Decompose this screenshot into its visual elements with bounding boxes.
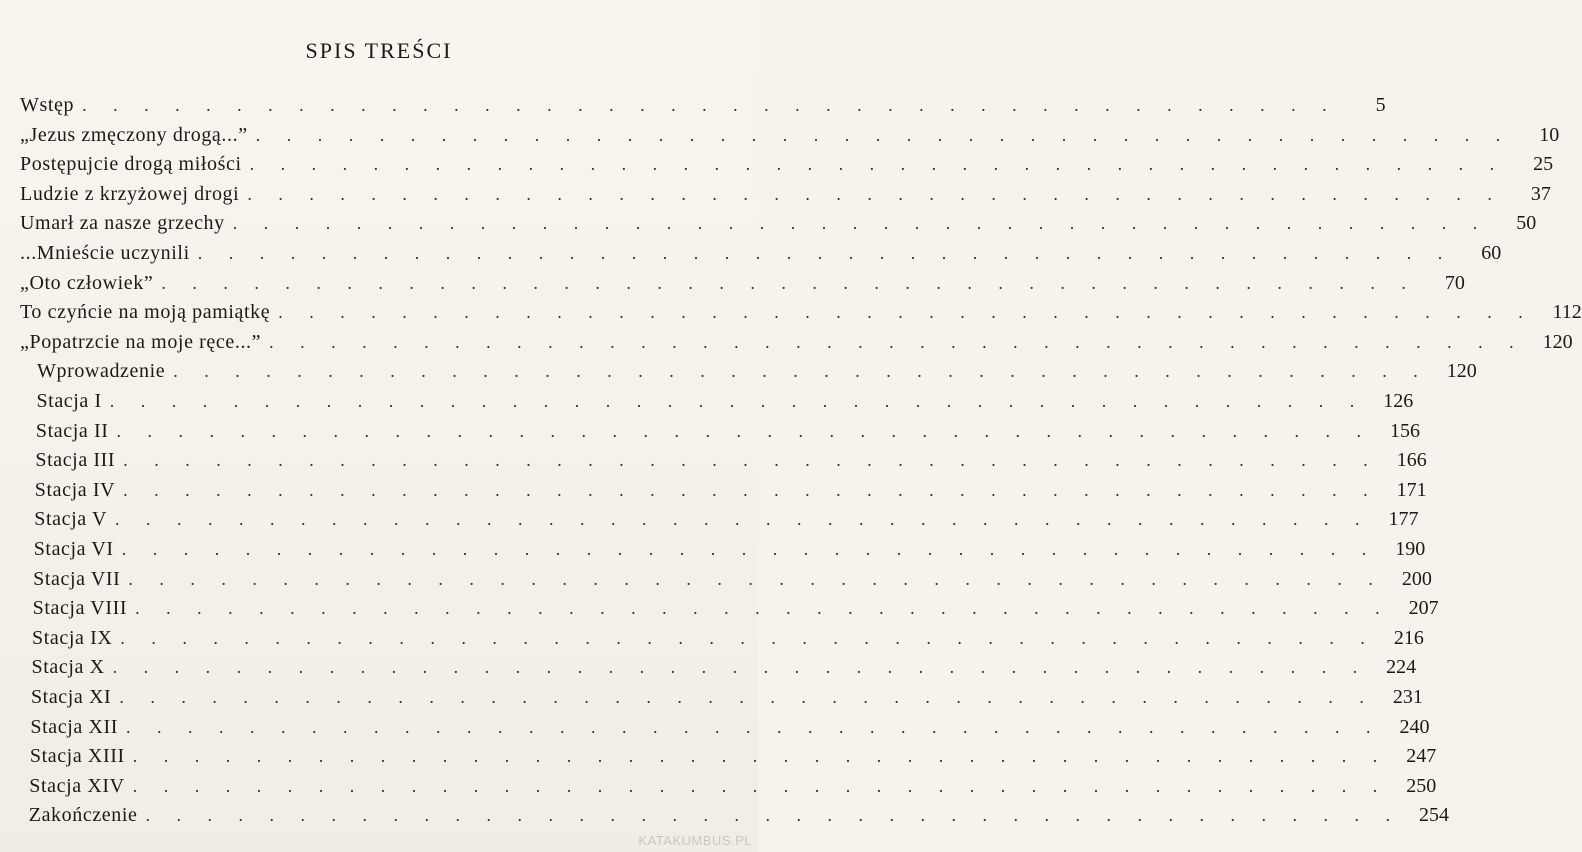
toc-entry <box>32 619 1424 649</box>
toc-entry-label: ...Mnieście uczynili <box>20 242 190 264</box>
toc-page-number: 25 <box>1533 153 1554 176</box>
toc-page-number: 231 <box>1392 686 1423 708</box>
toc-entry <box>33 530 1426 560</box>
toc-entry-label: Stacja VII <box>33 567 121 590</box>
toc-entry <box>31 648 1417 679</box>
toc-entry-label: Stacja X <box>31 656 105 679</box>
toc-entry-label: Wstęp <box>20 94 75 116</box>
toc-entry-label: Wprowadzenie <box>37 360 166 383</box>
toc-page-number: 120 <box>1542 330 1573 353</box>
toc-leader-dots: . . . . . . . . . . . . . . . . . . . . . . . . . . . . . . . . . . . . . . . . . <box>123 450 1379 471</box>
toc-leader-dots: . . . . . . . . . . . . . . . . . . . . . . . . . . . . . . . . . . . . . . . . . <box>278 302 1534 323</box>
toc-page-number: 247 <box>1406 745 1437 768</box>
toc-page-number: 166 <box>1396 449 1427 472</box>
toc-leader-dots: . . . . . . . . . . . . . . . . . . . . . . . . . . . . . . . . . . . . . . . . . <box>82 95 1338 115</box>
toc-leader-dots: . . . . . . . . . . . . . . . . . . . . . . . . . . . . . . . . . . . . . . . . . <box>247 183 1503 204</box>
watermark: KATAKUMBUS.PL <box>638 833 752 848</box>
toc-page-number: 60 <box>1481 242 1502 264</box>
toc-leader-dots: . . . . . . . . . . . . . . . . . . . . . . . . . . . . . . . . . . . . . . . . . <box>269 331 1525 352</box>
toc-entry-label: „Popatrzcie na moje ręce...” <box>20 330 262 353</box>
toc-page-number: 216 <box>1393 626 1424 649</box>
toc-entry-label: Stacja I <box>36 390 102 412</box>
toc-leader-dots: . . . . . . . . . . . . . . . . . . . . . . . . . . . . . . . . . . . . . . . . . <box>249 154 1506 175</box>
toc-page-number: 70 <box>1444 271 1465 294</box>
toc-entry <box>20 145 1554 176</box>
toc-entry <box>20 264 1465 294</box>
toc-entry <box>34 471 1427 501</box>
toc-leader-dots: . . . . . . . . . . . . . . . . . . . . . . . . . . . . . . . . . . . . . . . . . <box>135 598 1391 619</box>
toc-entry-label: Stacja XI <box>30 686 112 708</box>
toc-leader-dots: . . . . . . . . . . . . . . . . . . . . . . . . . . . . . . . . . . . . . . . . . <box>120 627 1376 648</box>
toc-leader-dots: . . . . . . . . . . . . . . . . . . . . . . . . . . . . . . . . . . . . . . . . . <box>123 479 1379 500</box>
toc-page-number: 254 <box>1419 804 1450 827</box>
toc-leader-dots: . . . . . . . . . . . . . . . . . . . . . . . . . . . . . . . . . . . . . . . . . <box>116 420 1372 441</box>
toc-page-number: 5 <box>1375 94 1386 116</box>
toc-entry <box>35 412 1420 442</box>
toc-leader-dots: . . . . . . . . . . . . . . . . . . . . . . . . . . . . . . . . . . . . . . . . . <box>132 775 1389 796</box>
toc-page-number: 250 <box>1406 774 1437 797</box>
toc-leader-dots: . . . . . . . . . . . . . . . . . . . . . . . . . . . . . . . . . . . . . . . . . <box>255 124 1512 145</box>
toc-entry-label: Stacja VI <box>33 538 114 560</box>
toc-page-number: 207 <box>1408 597 1439 620</box>
toc-entry <box>20 116 1560 146</box>
toc-leader-dots: . . . . . . . . . . . . . . . . . . . . . . . . . . . . . . . . . . . . . . . . . <box>112 657 1369 678</box>
toc-page-number: 200 <box>1401 567 1432 590</box>
page-title: SPIS TREŚCI <box>305 38 453 63</box>
toc-entry <box>20 293 1582 324</box>
toc-page-number: 177 <box>1388 508 1419 531</box>
toc-entry-label: To czyńcie na moją pamiątkę <box>20 301 271 324</box>
toc-leader-dots: . . . . . . . . . . . . . . . . . . . . . . . . . . . . . . . . . . . . . . . . . <box>109 391 1366 411</box>
toc-entry <box>20 204 1537 235</box>
toc-entry <box>37 352 1477 383</box>
toc-entry-label: Stacja XIV <box>29 774 125 797</box>
toc-entry-label: Stacja VIII <box>32 597 128 620</box>
toc-page-number: 37 <box>1530 182 1551 205</box>
toc-entry-label: Stacja XIII <box>29 745 125 768</box>
toc-page-number: 171 <box>1396 478 1427 501</box>
toc-leader-dots: . . . . . . . . . . . . . . . . . . . . . . . . . . . . . . . . . . . . . . . . . <box>145 805 1402 826</box>
toc-entry <box>30 708 1430 738</box>
toc-entry-label: Umarł za nasze grzechy <box>20 212 225 235</box>
toc-entry-label: Stacja III <box>35 449 116 472</box>
toc-leader-dots: . . . . . . . . . . . . . . . . . . . . . . . . . . . . . . . . . . . . . . . . . <box>132 746 1389 767</box>
toc-entry <box>30 678 1423 708</box>
toc-entry-label: Postępujcie drogą miłości <box>20 153 242 176</box>
toc-page-number: 190 <box>1395 538 1426 560</box>
toc-leader-dots: . . . . . . . . . . . . . . . . . . . . . . . . . . . . . . . . . . . . . . . . . <box>161 272 1417 293</box>
toc-entry-label: Stacja IX <box>32 626 113 649</box>
toc-leader-dots: . . . . . . . . . . . . . . . . . . . . . . . . . . . . . . . . . . . . . . . . . <box>232 213 1489 234</box>
toc-entry-label: Zakończenie <box>28 804 138 827</box>
toc-entry-label: Stacja XII <box>30 715 119 738</box>
toc-entry-label: „Oto człowiek” <box>20 271 154 294</box>
toc-page-number: 126 <box>1383 390 1414 412</box>
toc-entry <box>33 560 1432 590</box>
toc-entry <box>20 175 1551 205</box>
toc-entry <box>32 589 1439 620</box>
toc-entry-label: Ludzie z krzyżowej drogi <box>20 182 240 205</box>
toc-entry <box>20 86 1386 116</box>
toc-leader-dots: . . . . . . . . . . . . . . . . . . . . . . . . . . . . . . . . . . . . . . . . . <box>121 539 1378 559</box>
toc-page-number: 120 <box>1446 360 1477 383</box>
toc-entry <box>36 382 1414 412</box>
toc-entry-label: Stacja IV <box>34 478 116 501</box>
toc-page-number: 112 <box>1552 301 1582 324</box>
toc-page-number: 224 <box>1386 656 1417 679</box>
toc-entry-label: Stacja V <box>34 508 107 531</box>
toc-leader-dots: . . . . . . . . . . . . . . . . . . . . . . . . . . . . . . . . . . . . . . . . . <box>115 509 1371 530</box>
toc-entry-label: „Jezus zmęczony drogą...” <box>20 123 248 146</box>
toc-page-number: 156 <box>1389 419 1420 442</box>
toc-entry <box>35 441 1427 472</box>
toc-leader-dots: . . . . . . . . . . . . . . . . . . . . . . . . . . . . . . . . . . . . . . . . . <box>126 716 1382 737</box>
toc-entry <box>28 796 1450 827</box>
toc-leader-dots: . . . . . . . . . . . . . . . . . . . . . . . . . . . . . . . . . . . . . . . . . <box>128 568 1384 589</box>
toc-entry-label: Stacja II <box>35 419 109 442</box>
toc-entry <box>29 767 1437 797</box>
toc-entry <box>20 323 1573 353</box>
toc-page-number: 10 <box>1539 123 1560 146</box>
toc-entry <box>29 737 1437 768</box>
toc-entry <box>34 500 1419 531</box>
toc-leader-dots: . . . . . . . . . . . . . . . . . . . . . . . . . . . . . . . . . . . . . . . . . <box>197 243 1454 263</box>
toc-entry <box>20 234 1502 264</box>
toc-page-number: 50 <box>1516 212 1537 235</box>
toc-leader-dots: . . . . . . . . . . . . . . . . . . . . . . . . . . . . . . . . . . . . . . . . . <box>173 361 1429 382</box>
toc-leader-dots: . . . . . . . . . . . . . . . . . . . . . . . . . . . . . . . . . . . . . . . . . <box>119 687 1375 707</box>
toc-page-number: 240 <box>1399 715 1430 738</box>
